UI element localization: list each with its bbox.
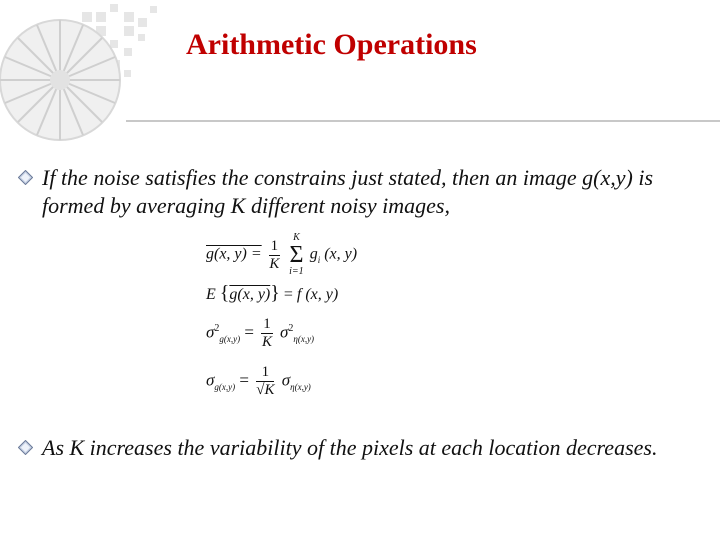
- page-title: Arithmetic Operations: [186, 28, 477, 61]
- equation-std-dev: $\sigma_{g(x,y)}$ = $\frac{1}{√K}$ $\sigma_{\eta(x,y)}$: [206, 364, 311, 398]
- equation-variance: $\sigma^2_{g(x,y)}$ = $\frac{1}{K}$ $\sigma^2_{\eta(x,y)}$: [206, 316, 315, 350]
- diamond-bullet-icon: [18, 440, 33, 455]
- equation-expectation: E {g(x, y)} = f (x, y): [206, 282, 339, 304]
- title-divider: [126, 120, 720, 122]
- summation-sign: K Σ i=1: [289, 232, 304, 277]
- bullet-text: If the noise satisfies the constrains just stated, then an image g(x,y) is formed by averaging K different noisy images,: [42, 165, 654, 218]
- equation-average: g(x, y) = $\frac{1}{K}$ K Σ i=1 $g_i$ (x, y): [206, 232, 358, 277]
- decorative-disc-graphic: [0, 0, 170, 160]
- bullet-text: As K increases the variability of the pixels at each location decreases.: [42, 435, 658, 460]
- diamond-bullet-icon: [18, 170, 33, 185]
